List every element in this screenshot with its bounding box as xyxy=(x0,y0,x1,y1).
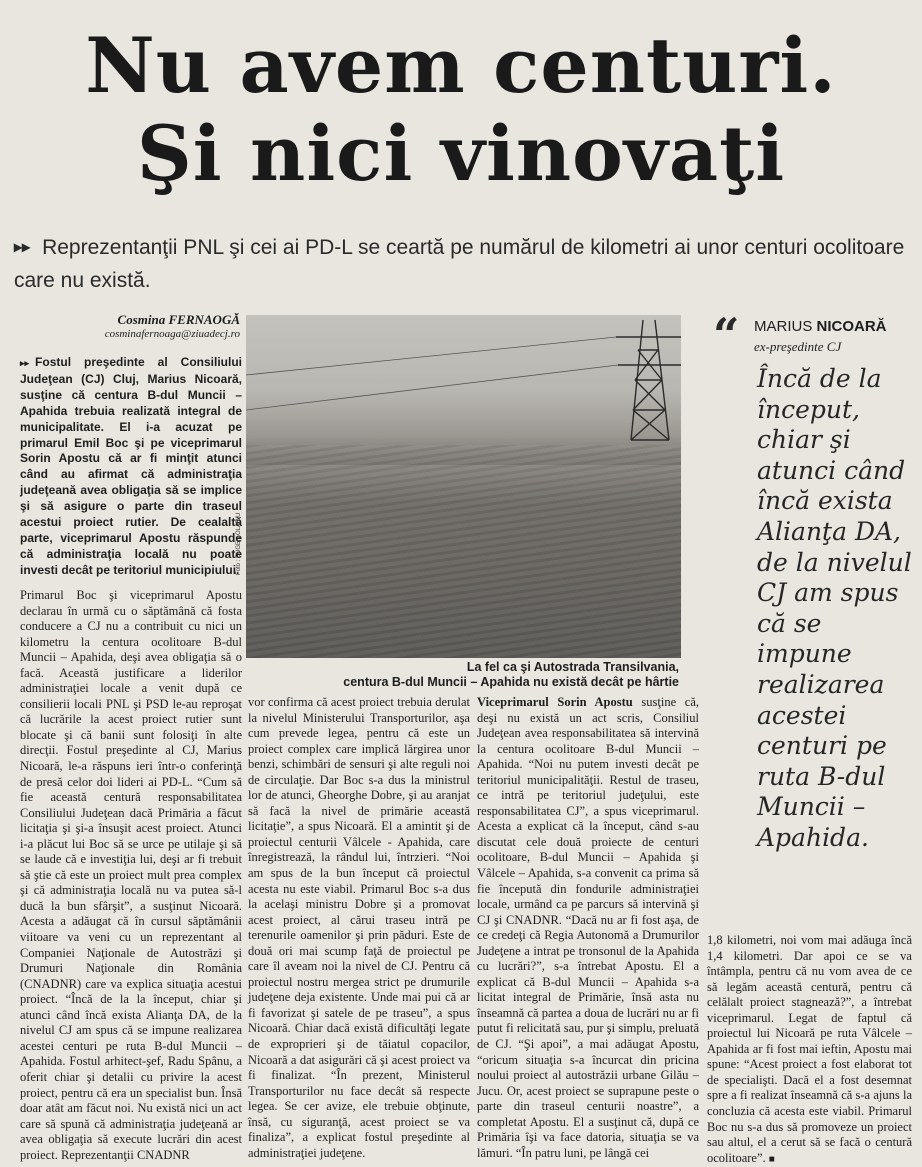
power-pylon-icon xyxy=(246,315,681,658)
quote-mark-icon: “ xyxy=(713,308,740,362)
col3-text: susţine că, deşi nu există un act scris, Consiliul Judeţean avea responsabilitatea să intervină la centura ocolitoare B-dul Muncii – Apahida. “Noi nu putem investi decât pe teritoriul municipalităţii. Restul de traseu, ce intră pe teritoriul judeţului, este responsabilitatea CJ”, a spus viceprimarul. Acesta a explicat că la început, când s-au discutat cele două proiecte de centuri ocolitoare, B-dul Muncii – Apahida şi Vâlcele – Apahida, s-a convenit ca prima să fie începută din fondurile administraţiei locale, urmând ca pe parcurs să intervină şi CJ şi CNADNR. “Dacă nu ar fi fost aşa, de ce credeţi că Regia Autonomă a Drumurilor Judeţene a intrat pe tronsonul de la Apahida cu lucrări?”, s-a întrebat Apostu. El a explicat că B-dul Muncii – Apahida s-a licitat integral de Primărie, însă asta nu înseamnă că partea a doua de lucrări nu ar fi putut fi relicitată sau, pur şi simplu, preluată de CJ. “Şi apoi”, a mai adăugat Apostu, “oricum situaţia s-a încurcat din pricina noului proiect al autostrăzii urbane Gilău – Jucu. Or, acest proiect se suprapune peste o parte din traseul centurii noastre”, a completat Apostu. El a susţinut că, după ce Primăria îşi va face datoria, situaţia se va lămuri. “În patru luni, pe lângă cei xyxy=(477,695,699,1160)
quote-speaker-role: ex-preşedinte CJ xyxy=(754,339,842,354)
headline xyxy=(0,22,922,198)
double-arrow-icon: ▸▸ xyxy=(14,239,31,256)
quote-speaker-last: NICOARĂ xyxy=(816,318,887,335)
col3-lead-name: Viceprimarul Sorin Apostu xyxy=(477,695,633,709)
deck xyxy=(14,232,909,296)
body-column-3 xyxy=(477,695,699,1161)
lead-paragraph xyxy=(20,355,242,579)
col4-text: 1,8 kilometri, noi vom mai adăuga încă 1,4 kilometri. Dar apoi ce se va întâmpla, pentru că nu vom avea de ce să legăm această centură, pentru că celălalt proiect stagnează?”, a întrebat viceprimarul. Legat de faptul că proiectul lui Nicoară pe ruta Vâlcele – Apahida ar fi fost mai ieftin, Apostu mai spune: “Acest proiect a fost elaborat tot de specialişti. Dacă el a fost desemnat spre a fi realizat înseamnă că s-a ajuns la concluzia că acesta este viabil. Primarul Boc nu s-a dus să promoveze un proiect sau altul, el a cerut să se facă o centură ocolitoare”. xyxy=(707,933,912,1165)
author-name: Cosmina FERNAOGĂ xyxy=(117,312,240,327)
lead-text: Fostul preşedinte al Consiliului Judeţean (CJ) Cluj, Marius Nicoară, susţine că centura B-dul Muncii – Apahida trebuia realizată integral de municipalitate. El i-a acuzat pe primarul Emil Boc şi pe viceprimarul Sorin Apostu că ar fi minţit atunci când au afirmat că administraţia judeţeană avea obligaţia să se implice şi să asigure o parte din traseul acestui proiect rutier. De cealaltă parte, viceprimarul Apostu răspunde că administraţia locală nu poate investi decât pe teritoriul municipiului. xyxy=(20,355,242,577)
deck-text: Reprezentanţii PNL şi cei ai PD-L se ceartă pe numărul de kilometri ai unor centuri ocolitoare care nu există. xyxy=(14,236,905,292)
caption-line-2: centura B-dul Muncii – Apahida nu există decât pe hârtie xyxy=(343,675,679,689)
pull-quote-text: Încă de la început, chiar şi atunci când încă exista Alianţa DA, de la nivelul CJ am spus că se impune realizarea acestei centuri pe ruta B-dul Muncii – Apahida. xyxy=(757,364,912,852)
photo-credit: Foto : EUGEN OLARIU xyxy=(236,512,242,575)
author-email: cosminafernoaga@ziuadecj.ro xyxy=(104,328,240,340)
quote-speaker xyxy=(754,318,887,336)
headline-line-1: Nu avem centuri. xyxy=(85,21,837,110)
photo-caption xyxy=(252,660,679,690)
end-mark-icon: ■ xyxy=(768,1153,775,1165)
double-arrow-icon: ▸▸ xyxy=(20,358,30,368)
body-column-4 xyxy=(707,933,912,1167)
photo-field-power-pylon xyxy=(246,315,681,658)
body-column-1: Primarul Boc şi viceprimarul Apostu declarau în urmă cu o săptămână că fosta conducere a CJ nu a contribuit cu nici un kilometru la centura ocolitoare B-dul Muncii – Apahida, deşi avea obligaţia să o facă. Această justificare a liderilor administraţiei locale a venit după ce consilierii locali PNL şi PSD le-au reproşat că lucrările la acest proiect rutier sunt blocate şi că banii sunt folosiţi în alte direcţii. Fostul preşedinte al CJ, Marius Nicoară, le-a răspuns ieri într-o conferinţă de presă celor doi lideri ai PD-L. “Cum să fie această centură responsabilitatea Consiliului Judeţean dacă Primăria a făcut licitaţia şi şi-a însuşit acest proiect. Atunci i-a plăcut lui Boc să se urce pe utilaje şi să se laude că e investiţia lui, deşi ar fi trebuit să ştie că este un proiect mult prea complex şi că administraţia locală nu va putea să-l ducă la bun sfârşit”, a susţinut Nicoară. Acesta a adăugat că în cursul săptămânii viitoare va veni cu un reprezentant al Companiei Naţionale de Autostrăzi şi Drumuri Naţionale din România (CNADNR) care va explica situaţia acestui proiect. “Încă de la la început, chiar şi atunci când încă exista Alianţa DA, de la nivelul CJ am spus că se impune realizarea acestei centuri pe ruta B-dul Muncii – Apahida. Fostul arhitect-şef, Radu Spânu, a oferit chiar şi detalii cu privire la acest proiect, pentru că era un specialist bun. Însă doar atât am făcut noi. Nu există nici un act care să spună că administraţia judeţeană ar avea obligaţia să execute lucrări din acest proiect. Reprezentanţii CNADNR xyxy=(20,588,242,1162)
byline xyxy=(20,312,240,342)
quote-speaker-first: MARIUS xyxy=(754,318,813,335)
body-column-2: vor confirma că acest proiect trebuia derulat la nivelul Ministerului Transporturilor, aşa cum prevede legea, pentru că este un proiect complex care implică lărgirea unor benzi, schimbări de sensuri şi alte reguli noi de circulaţie. Dar Boc s-a dus la ministrul lor de atunci, Gheorghe Dobre, şi au aranjat să facă la nivel de primărie această licitaţie”, a spus Nicoară. El a amintit şi de proiectul centurii Vâlcele - Apahida, care înregistrează, la rândul lui, întrzieri. “Noi am spus de la bun început că proiectul acesta nu este viabil. Primarul Boc s-a dus la acelaşi ministru Dobre şi a promovat acest proiect, al cărui traseu intră pe terenurile oamenilor şi prin păduri. Este de două ori mai scump faţă de proiectul pe care îl aveam noi la nivel de CJ. Pentru că proiectul nostru mergea strict pe drumurile judeţene deja existente. Unde mai pui că ar fi favorizat şi satele de pe traseu”, a spus Nicoară. Chiar dacă există dificultăţi legate de exproprieri şi de tăiatul copacilor, Nicoară a dat asigurări că şi acest proiect va fi finalizat. “În prezent, Ministerul Transporturilor nu face decât să respecte legea. Se cer avize, ele trebuie obţinute, însă, cu siguranţă, acest proiect se va finaliza”, a explicat fostul preşedinte al administraţiei judeţene. xyxy=(248,695,470,1160)
caption-line-1: La fel ca şi Autostrada Transilvania, xyxy=(466,660,679,674)
headline-line-2: Şi nici vinovaţi xyxy=(136,109,786,198)
